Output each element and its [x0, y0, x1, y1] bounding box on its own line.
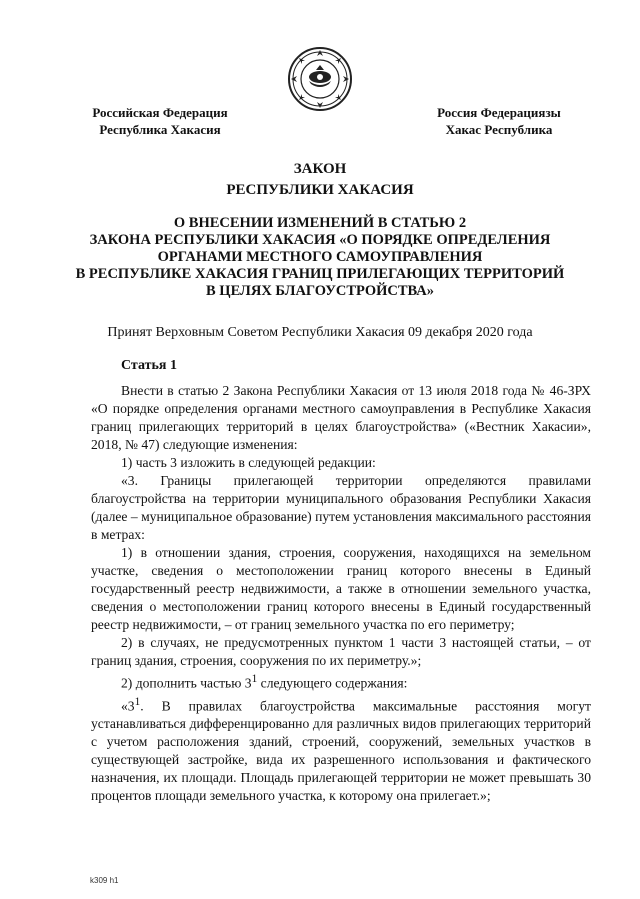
subject-line: О ВНЕСЕНИИ ИЗМЕНЕНИЙ В СТАТЬЮ 2: [173, 215, 467, 231]
paragraph-text: следующего содержания:: [257, 675, 408, 691]
paragraph-text: 2) дополнить частью 3: [121, 675, 252, 691]
header-left-line2: Республика Хакасия: [99, 122, 221, 137]
header-left-line1: Российская Федерация: [92, 105, 228, 120]
law-title-republic: РЕСПУБЛИКИ ХАКАСИЯ: [226, 182, 414, 198]
article-heading: Статья 1: [121, 358, 177, 373]
paragraph: 1) часть 3 изложить в следующей редакции:: [121, 455, 376, 470]
subject-line: ОРГАНАМИ МЕСТНОГО САМОУПРАВЛЕНИЯ: [157, 249, 483, 265]
header-russian-federation: [90, 104, 230, 138]
paragraph-text: . В правилах благоустройства максимальные расстояния могут устанавливаться дифференцированно для различных видов прилегающих территорий с учетом расположения зданий, строений, сооружений, земельных участков в существующей застройке, вида их разрешенного использования и фактического назначения, их площади. Площадь прилегающей территории не может превышать 30 процентов площади земельного участка, к которому она прилегает.»;: [91, 698, 591, 804]
adoption-note: Принят Верховным Советом Республики Хакасия 09 декабря 2020 года: [107, 325, 533, 340]
superscript: 1: [251, 673, 258, 685]
paragraph: 2) в случаях, не предусмотренных пунктом 1 части 3 настоящей статьи, – от границ здания, строения, сооружения по их периметру.»;: [91, 635, 591, 668]
superscript: 1: [134, 695, 141, 708]
subject-line: В РЕСПУБЛИКЕ ХАКАСИЯ ГРАНИЦ ПРИЛЕГАЮЩИХ ТЕРРИТОРИЙ: [75, 266, 565, 282]
subject-line: В ЦЕЛЯХ БЛАГОУСТРОЙСТВА»: [206, 283, 434, 299]
law-title: ЗАКОН: [293, 161, 347, 177]
subject-line: ЗАКОНА РЕСПУБЛИКИ ХАКАСИЯ «О ПОРЯДКЕ ОПРЕДЕЛЕНИЯ: [89, 232, 551, 248]
header-khakas-language: [424, 104, 574, 138]
paragraph: 1) в отношении здания, строения, сооружения, находящихся на земельном участке, сведения о местоположении границ которого внесены в Единый государственный реестр недвижимости, а также в отношении земельного участка, сведения о местоположении границ которого внесены в Единый государственный реестр недвижимости, – от границ земельного участка по его периметру;: [91, 545, 591, 632]
header-right-line2: Хакас Республика: [445, 122, 553, 137]
document-code: k309 h1: [90, 876, 119, 885]
header-right-line1: Россия Федерациязы: [437, 105, 561, 120]
paragraph: Внести в статью 2 Закона Республики Хакасия от 13 июля 2018 года № 46-ЗРХ «О порядке определения органами местного самоуправления в Республике Хакасия границ прилегающих территорий в целях благоустройства» («Вестник Хакасии», 2018, № 47) следующие изменения:: [91, 383, 591, 452]
paragraph: [91, 670, 591, 693]
article-body: [91, 382, 591, 805]
law-subject: [40, 215, 600, 300]
paragraph-text: «3: [121, 698, 135, 714]
paragraph: [91, 693, 591, 806]
paragraph: «3. Границы прилегающей территории определяются правилами благоустройства на территории муниципального образования Республики Хакасия (далее – муниципальное образование) путем установления максимального расстояния в метрах:: [91, 473, 591, 542]
coat-of-arms-emblem: [287, 46, 353, 112]
